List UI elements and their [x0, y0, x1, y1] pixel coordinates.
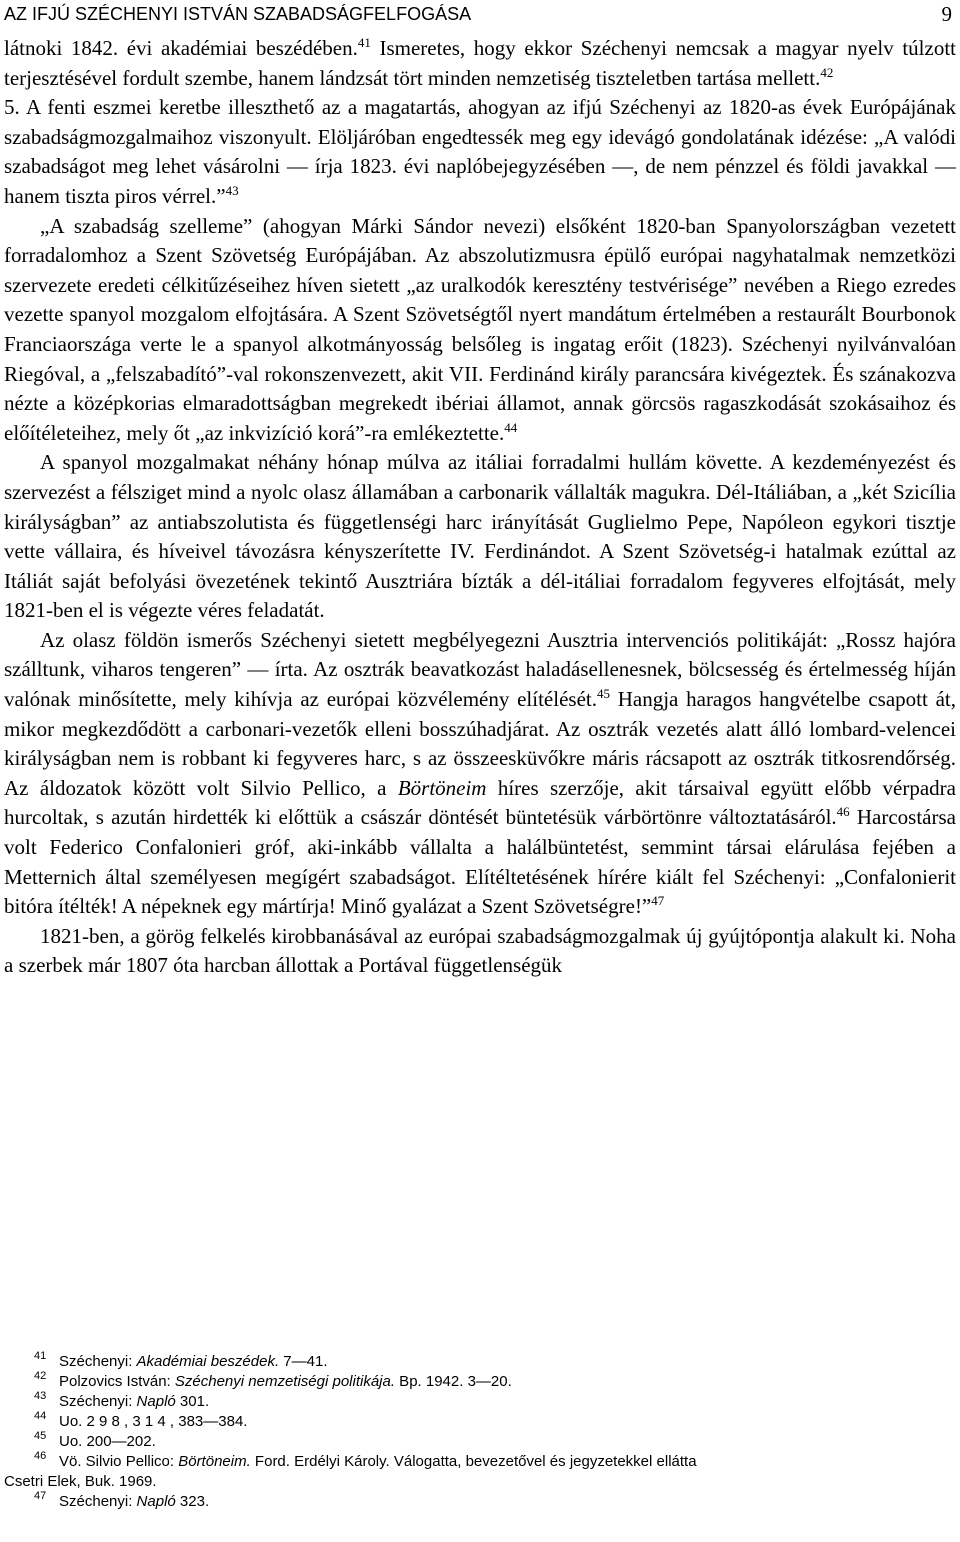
footnote-number: 43	[34, 1390, 47, 1402]
footnote-ref[interactable]: 44	[504, 419, 518, 435]
paragraph: A spanyol mozgalmakat néhány hónap múlva az itáliai forradalmi hullám követte. A kezdeményezést és szervezést a félsziget mind a nyolc olasz államában a carbonarik vállalták magukra. Dél-Itáliában, a „két Szicília királyságban” az antiabszolutista és függetlenségi harc irányítását Guglielmo Pepe, Napóleon egykori tisztje vette vállaira, és híveivel távozásra kényszerítette IV. Ferdinándot. A Szent Szövetség-i hatalmak ezúttal az Itáliát saját befolyási övezetének tekintő Ausztriára bízták a dél-itáliai forradalom fegyveres elfojtását, mely 1821-ben el is végezte véres feladatát.	[4, 450, 956, 623]
paragraph: látnoki 1842. évi akadémiai beszédében.$^{41}$ Ismeretes, hogy ekkor Széchenyi nemcsak a magyar nyelv túlzott terjesztésével fordult szembe, hanem lándzsát tört minden nemzetiség tiszteletben tartása mellett.$^{42}$	[4, 35, 956, 90]
footnote-number: 47	[34, 1490, 47, 1502]
footnotes	[4, 1352, 956, 1512]
footnote: 42 Polzovics István: Széchenyi nemzetiségi politikája. Bp. 1942. 3—20.	[4, 1372, 956, 1392]
running-header	[4, 2, 952, 26]
footnote-ref[interactable]: 43	[225, 182, 239, 198]
footnote: 46 Vö. Silvio Pellico: Börtöneim. Ford. Erdélyi Károly. Válogatta, bevezetővel és jegyzetekkel ellátta Csetri Elek, Buk. 1969.	[4, 1452, 956, 1492]
footnote-ref[interactable]: 42	[820, 64, 834, 80]
paragraph: Az olasz földön ismerős Széchenyi sietett megbélyegezni Ausztria intervenciós politikáját: „Rossz hajóra szálltunk, viharos tengeren” — írta. Az osztrák beavatkozást haladásellenesnek, bölcsesség és értelmesség híján valónak minősítette, mely kihívja az európai közvélemény elítélését.$^{45}$ Hangja haragos hangvételbe csapott át, mikor megkezdődött a carbonari-vezetők elleni bosszúhadjárat. Az osztrák vezetés alatt álló lombard-velencei királyságban nem is robbant ki fegyveres harc, s az összeesküvőkre máris rácsapott az osztrák titkosrendőrség. Az áldozatok között volt Silvio Pellico, a Börtöneim híres szerzője, akit társaival együtt előbb vérpadra hurcoltak, s azután hirdették ki előttük a császár döntését büntetésük várbörtönre változtatásáról.$^{46}$ Harcostársa volt Federico Confalonieri gróf, aki-inkább vállalta a halálbüntetést, semmint társai elárulása fejében a Metternich által személyesen megígért szabadságot. Elítéltetésének hírére kiált fel Széchenyi: „Confalonierit bitóra ítélték! A népeknek egy mártírja! Minő gyalázat a Szent Szövetségre!”$^{47}$	[4, 627, 956, 919]
book-title: Börtöneim	[397, 775, 487, 800]
body-text	[4, 34, 956, 981]
paragraph: 5. A fenti eszmei keretbe illeszthető az a magatartás, ahogyan az ifjú Széchenyi az 1820-as évek Európájának szabadságmozgalmaihoz viszonyult. Elöljáróban engedtessék meg egy idevágó gondolatának idézése: „A valódi szabadságot meg lehet vásárolni — írja 1823. évi naplóbejegyzésében —, de nem pénzzel és földi javakkal — hanem tiszta piros vérrel.”$^{43}$	[4, 95, 956, 208]
footnote-number: 45	[34, 1430, 47, 1442]
footnote: 44 Uo. 2 9 8 , 3 1 4 , 383—384.	[4, 1412, 956, 1432]
footnote-ref[interactable]: 47	[651, 893, 665, 909]
footnote: 47 Széchenyi: Napló 323.	[4, 1492, 956, 1512]
page-number: 9	[941, 2, 952, 26]
footnote-number: 44	[34, 1410, 47, 1422]
footnote: 41 Széchenyi: Akadémiai beszédek. 7—41.	[4, 1352, 956, 1372]
paragraph: „A szabadság szelleme” (ahogyan Márki Sándor nevezi) elsőként 1820-ban Spanyolországban vezetett forradalomhoz a Szent Szövetség Európájában. Az abszolutizmusra épülő európai nagyhatalmak nemzetközi szervezete eredeti célkitűzéseihez híven sietett „az uralkodók keresztény testvérisége” nevében a Riego ezredes vezette spanyol mozgalom elfojtására. A Szent Szövetségtől nyert mandátum értelmében a restaurált Bourbonok Franciaországa verte le a spanyol alkotmányosság belsőleg is ingatag erőit (1823). Széchenyi nyilvánvalóan Riegóval, a „felszabadító”-val rokonszenvezett, akit VII. Ferdinánd király parancsára kivégeztek. És szánakozva nézte a középkorias elmaradottságban megrekedt ibériai államot, annak görcsös ragaszkodását szokásaihoz és előítéleteihez, mely őt „az inkvizíció korá”-ra emlékeztette.$^{44}$	[4, 213, 956, 445]
footnote-number: 46	[34, 1450, 47, 1462]
running-title: AZ IFJÚ SZÉCHENYI ISTVÁN SZABADSÁGFELFOGÁSA	[4, 4, 472, 24]
footnote-number: 42	[34, 1370, 47, 1382]
footnote-ref[interactable]: 41	[357, 35, 371, 50]
footnote-ref[interactable]: 46	[836, 804, 850, 820]
footnote: 43 Széchenyi: Napló 301.	[4, 1392, 956, 1412]
footnote: 45 Uo. 200—202.	[4, 1432, 956, 1452]
footnote-number: 41	[34, 1350, 47, 1362]
paragraph: 1821-ben, a görög felkelés kirobbanásával az európai szabadságmozgalmak új gyújtópontja alakult ki. Noha a szerbek már 1807 óta harcban állottak a Portával függetlenségük	[4, 923, 956, 978]
footnote-ref[interactable]: 45	[597, 686, 610, 702]
